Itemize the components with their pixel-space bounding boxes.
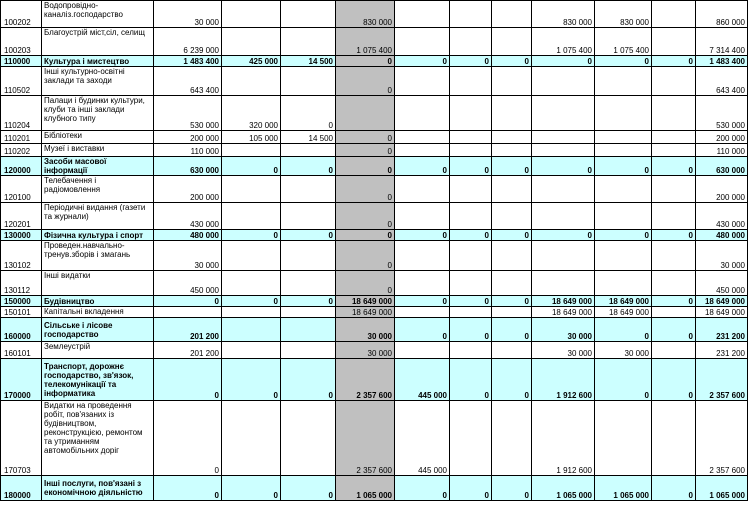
value-cell[interactable]: 201 200 [154,342,222,359]
value-cell[interactable] [652,1,696,28]
table-row [1,359,748,401]
value-cell[interactable]: 530 000 [696,96,748,131]
value-cell[interactable] [281,28,336,56]
value-cell[interactable]: 0 [281,96,336,131]
value-cell[interactable]: 200 000 [154,176,222,203]
value-cell[interactable] [492,203,532,230]
value-cell[interactable] [492,28,532,56]
value-cell[interactable]: 830 000 [532,1,595,28]
name-cell[interactable]: Бібліотеки [42,131,154,144]
value-cell[interactable]: 1 075 400 [532,28,595,56]
value-cell[interactable] [492,401,532,476]
value-cell[interactable]: 18 649 000 [532,307,595,318]
value-cell[interactable] [652,401,696,476]
value-cell[interactable] [395,131,450,144]
value-cell[interactable] [450,67,492,96]
code-cell[interactable]: 130102 [1,241,42,271]
value-cell[interactable] [595,131,652,144]
name-cell[interactable]: Інші послуги, пов'язані з економічною діяльністю [42,476,154,501]
value-cell[interactable]: 643 400 [696,67,748,96]
name-cell[interactable]: Музеї і виставки [42,144,154,157]
code-cell[interactable]: 150000 [1,296,42,307]
value-cell[interactable]: 14 500 [281,131,336,144]
value-cell[interactable] [532,203,595,230]
value-cell[interactable] [281,203,336,230]
table-row [1,131,748,144]
value-cell[interactable]: 0 [336,56,395,67]
value-cell[interactable]: 1 483 400 [696,56,748,67]
value-cell[interactable]: 30 000 [696,241,748,271]
code-cell[interactable]: 110204 [1,96,42,131]
value-cell[interactable] [281,318,336,342]
value-cell[interactable] [281,271,336,296]
value-cell[interactable]: 0 [532,230,595,241]
value-cell[interactable] [395,144,450,157]
value-cell[interactable]: 0 [395,318,450,342]
value-cell[interactable]: 830 000 [336,1,395,28]
table-row [1,67,748,96]
value-cell[interactable] [492,67,532,96]
value-cell[interactable] [492,144,532,157]
value-cell[interactable]: 0 [395,476,450,501]
value-cell[interactable]: 2 357 600 [696,359,748,401]
table-row [1,56,748,67]
name-cell[interactable]: Сільське і лісове господарство [42,318,154,342]
value-cell[interactable] [595,241,652,271]
table-row [1,307,748,318]
code-cell[interactable]: 110201 [1,131,42,144]
value-cell[interactable] [652,67,696,96]
code-cell[interactable]: 160000 [1,318,42,342]
code-cell[interactable]: 160101 [1,342,42,359]
value-cell[interactable]: 0 [336,241,395,271]
table-row [1,144,748,157]
table-row [1,1,748,28]
value-cell[interactable]: 0 [395,157,450,176]
table-row [1,318,748,342]
code-cell[interactable]: 110502 [1,67,42,96]
table-row [1,203,748,230]
value-cell[interactable]: 18 649 000 [595,307,652,318]
value-cell[interactable] [492,307,532,318]
table-row [1,401,748,476]
value-cell[interactable] [450,1,492,28]
value-cell[interactable] [395,271,450,296]
value-cell[interactable] [395,307,450,318]
value-cell[interactable]: 18 649 000 [532,296,595,307]
name-cell[interactable]: Палаци і будинки культури, клуби та інші заклади клубного типу [42,96,154,131]
value-cell[interactable] [395,28,450,56]
value-cell[interactable]: 425 000 [222,56,281,67]
value-cell[interactable] [595,67,652,96]
value-cell[interactable] [450,401,492,476]
value-cell[interactable]: 0 [154,401,222,476]
value-cell[interactable]: 0 [154,359,222,401]
value-cell[interactable]: 110 000 [154,144,222,157]
value-cell[interactable]: 480 000 [154,230,222,241]
value-cell[interactable] [595,144,652,157]
value-cell[interactable]: 200 000 [696,131,748,144]
value-cell[interactable]: 0 [652,318,696,342]
value-cell[interactable] [450,203,492,230]
value-cell[interactable]: 2 357 600 [336,401,395,476]
value-cell[interactable]: 445 000 [395,401,450,476]
value-cell[interactable]: 0 [336,67,395,96]
value-cell[interactable]: 0 [336,271,395,296]
value-cell[interactable] [532,96,595,131]
value-cell[interactable]: 0 [222,157,281,176]
value-cell[interactable]: 200 000 [696,176,748,203]
value-cell[interactable]: 1 075 400 [595,28,652,56]
value-cell[interactable] [652,131,696,144]
name-cell[interactable]: Будівництво [42,296,154,307]
value-cell[interactable]: 18 649 000 [336,296,395,307]
value-cell[interactable] [281,241,336,271]
code-cell[interactable]: 100203 [1,28,42,56]
value-cell[interactable] [450,144,492,157]
value-cell[interactable] [595,176,652,203]
value-cell[interactable]: 0 [595,157,652,176]
value-cell[interactable] [281,307,336,318]
value-cell[interactable] [395,203,450,230]
value-cell[interactable]: 0 [595,359,652,401]
value-cell[interactable] [532,241,595,271]
value-cell[interactable]: 1 483 400 [154,56,222,67]
code-cell[interactable]: 120000 [1,157,42,176]
value-cell[interactable] [450,241,492,271]
value-cell[interactable]: 450 000 [696,271,748,296]
value-cell[interactable]: 0 [222,296,281,307]
table-row [1,271,748,296]
value-cell[interactable] [532,131,595,144]
name-cell[interactable]: Культура і мистецтво [42,56,154,67]
value-cell[interactable] [336,96,395,131]
value-cell[interactable] [281,67,336,96]
value-cell[interactable] [281,401,336,476]
name-cell[interactable]: Землеустрій [42,342,154,359]
name-cell[interactable]: Інші видатки [42,271,154,296]
value-cell[interactable]: 445 000 [395,359,450,401]
value-cell[interactable] [450,271,492,296]
code-cell[interactable]: 130000 [1,230,42,241]
value-cell[interactable]: 430 000 [154,203,222,230]
name-cell[interactable]: Телебачення і радіомовлення [42,176,154,203]
value-cell[interactable] [281,342,336,359]
value-cell[interactable]: 14 500 [281,56,336,67]
value-cell[interactable]: 0 [652,157,696,176]
value-cell[interactable]: 0 [652,56,696,67]
code-cell[interactable]: 100202 [1,1,42,28]
value-cell[interactable] [222,271,281,296]
value-cell[interactable]: 18 649 000 [336,307,395,318]
value-cell[interactable] [492,241,532,271]
value-cell[interactable] [492,131,532,144]
value-cell[interactable] [154,307,222,318]
value-cell[interactable] [492,342,532,359]
value-cell[interactable] [652,307,696,318]
value-cell[interactable]: 0 [652,296,696,307]
value-cell[interactable]: 7 314 400 [696,28,748,56]
value-cell[interactable] [395,342,450,359]
value-cell[interactable]: 0 [281,296,336,307]
code-cell[interactable]: 130112 [1,271,42,296]
value-cell[interactable]: 105 000 [222,131,281,144]
name-cell[interactable]: Водопровідно-каналіз.господарство [42,1,154,28]
value-cell[interactable]: 30 000 [154,1,222,28]
table-row [1,476,748,501]
value-cell[interactable] [222,176,281,203]
value-cell[interactable] [450,342,492,359]
value-cell[interactable] [222,241,281,271]
value-cell[interactable] [222,28,281,56]
value-cell[interactable]: 0 [395,56,450,67]
table-row [1,230,748,241]
value-cell[interactable] [532,67,595,96]
value-cell[interactable] [595,401,652,476]
value-cell[interactable]: 200 000 [154,131,222,144]
value-cell[interactable]: 1 065 000 [532,476,595,501]
value-cell[interactable]: 530 000 [154,96,222,131]
value-cell[interactable] [595,96,652,131]
value-cell[interactable]: 430 000 [696,203,748,230]
value-cell[interactable]: 0 [492,56,532,67]
value-cell[interactable] [652,96,696,131]
value-cell[interactable] [492,96,532,131]
value-cell[interactable] [281,176,336,203]
name-cell[interactable]: Засоби масової інформації [42,157,154,176]
name-cell[interactable]: Благоустрій міст,сіл, селищ [42,28,154,56]
value-cell[interactable]: 860 000 [696,1,748,28]
value-cell[interactable] [492,176,532,203]
value-cell[interactable]: 1 065 000 [336,476,395,501]
value-cell[interactable] [395,241,450,271]
value-cell[interactable]: 0 [281,157,336,176]
value-cell[interactable]: 830 000 [595,1,652,28]
value-cell[interactable]: 0 [532,56,595,67]
value-cell[interactable]: 0 [492,359,532,401]
value-cell[interactable]: 0 [595,56,652,67]
value-cell[interactable] [222,318,281,342]
value-cell[interactable]: 0 [492,157,532,176]
name-cell[interactable]: Капітальні вкладення [42,307,154,318]
value-cell[interactable]: 0 [222,230,281,241]
value-cell[interactable]: 0 [492,318,532,342]
name-cell[interactable]: Періодичні видання (газети та журнали) [42,203,154,230]
value-cell[interactable]: 30 000 [532,318,595,342]
value-cell[interactable] [222,203,281,230]
code-cell[interactable]: 180000 [1,476,42,501]
value-cell[interactable] [492,271,532,296]
value-cell[interactable]: 0 [450,359,492,401]
value-cell[interactable] [395,1,450,28]
table-row [1,96,748,131]
table-row [1,28,748,56]
value-cell[interactable]: 0 [395,230,450,241]
value-cell[interactable]: 0 [154,476,222,501]
value-cell[interactable]: 0 [450,318,492,342]
value-cell[interactable] [395,96,450,131]
value-cell[interactable] [532,271,595,296]
code-cell[interactable]: 120100 [1,176,42,203]
value-cell[interactable]: 0 [222,476,281,501]
value-cell[interactable]: 0 [281,230,336,241]
table-row [1,296,748,307]
value-cell[interactable] [450,96,492,131]
value-cell[interactable]: 0 [450,476,492,501]
value-cell[interactable] [652,271,696,296]
value-cell[interactable]: 0 [336,176,395,203]
value-cell[interactable] [652,176,696,203]
value-cell[interactable]: 0 [336,144,395,157]
value-cell[interactable]: 450 000 [154,271,222,296]
value-cell[interactable]: 0 [652,230,696,241]
value-cell[interactable]: 1 065 000 [696,476,748,501]
code-cell[interactable]: 170000 [1,359,42,401]
value-cell[interactable]: 231 200 [696,318,748,342]
value-cell[interactable]: 0 [336,230,395,241]
value-cell[interactable]: 630 000 [696,157,748,176]
value-cell[interactable]: 2 357 600 [336,359,395,401]
value-cell[interactable]: 0 [450,157,492,176]
value-cell[interactable] [652,241,696,271]
value-cell[interactable]: 480 000 [696,230,748,241]
code-cell[interactable]: 110202 [1,144,42,157]
table-row [1,176,748,203]
value-cell[interactable]: 0 [532,157,595,176]
value-cell[interactable] [652,203,696,230]
value-cell[interactable] [222,307,281,318]
value-cell[interactable]: 18 649 000 [696,307,748,318]
value-cell[interactable] [652,28,696,56]
value-cell[interactable]: 643 400 [154,67,222,96]
value-cell[interactable]: 6 239 000 [154,28,222,56]
value-cell[interactable]: 30 000 [595,342,652,359]
value-cell[interactable] [395,67,450,96]
value-cell[interactable] [222,67,281,96]
value-cell[interactable]: 1 075 400 [336,28,395,56]
value-cell[interactable]: 0 [450,230,492,241]
value-cell[interactable]: 2 357 600 [696,401,748,476]
code-cell[interactable]: 120201 [1,203,42,230]
code-cell[interactable]: 150101 [1,307,42,318]
value-cell[interactable] [450,131,492,144]
name-cell[interactable]: Проведен.навчально-тренув.зборів і змагань [42,241,154,271]
value-cell[interactable] [281,1,336,28]
value-cell[interactable] [652,342,696,359]
value-cell[interactable]: 0 [595,318,652,342]
value-cell[interactable]: 30 000 [154,241,222,271]
name-cell[interactable]: Транспорт, дорожнє господарство, зв'язок, телекомунікації та інформатика [42,359,154,401]
value-cell[interactable]: 0 [450,296,492,307]
value-cell[interactable]: 1 912 600 [532,359,595,401]
value-cell[interactable]: 0 [492,476,532,501]
value-cell[interactable]: 0 [281,476,336,501]
value-cell[interactable] [532,144,595,157]
value-cell[interactable]: 0 [492,230,532,241]
value-cell[interactable] [222,342,281,359]
value-cell[interactable]: 30 000 [336,318,395,342]
table-row [1,241,748,271]
table-row [1,342,748,359]
value-cell[interactable]: 0 [222,359,281,401]
value-cell[interactable]: 18 649 000 [696,296,748,307]
value-cell[interactable] [492,1,532,28]
value-cell[interactable]: 0 [652,476,696,501]
value-cell[interactable]: 1 912 600 [532,401,595,476]
value-cell[interactable]: 201 200 [154,318,222,342]
value-cell[interactable] [222,1,281,28]
value-cell[interactable] [222,401,281,476]
value-cell[interactable] [450,307,492,318]
value-cell[interactable]: 320 000 [222,96,281,131]
value-cell[interactable] [450,176,492,203]
code-cell[interactable]: 170703 [1,401,42,476]
value-cell[interactable]: 0 [395,296,450,307]
value-cell[interactable]: 0 [154,296,222,307]
value-cell[interactable]: 0 [595,230,652,241]
value-cell[interactable]: 0 [336,203,395,230]
value-cell[interactable]: 110 000 [696,144,748,157]
value-cell[interactable] [222,144,281,157]
value-cell[interactable] [281,144,336,157]
code-cell[interactable]: 110000 [1,56,42,67]
value-cell[interactable] [395,176,450,203]
value-cell[interactable] [532,176,595,203]
value-cell[interactable]: 30 000 [532,342,595,359]
name-cell[interactable]: Фізична культура і спорт [42,230,154,241]
value-cell[interactable]: 1 065 000 [595,476,652,501]
value-cell[interactable]: 18 649 000 [595,296,652,307]
value-cell[interactable]: 0 [652,359,696,401]
name-cell[interactable]: Інші культурно-освітні заклади та заходи [42,67,154,96]
table-row [1,157,748,176]
value-cell[interactable]: 0 [450,56,492,67]
value-cell[interactable]: 231 200 [696,342,748,359]
value-cell[interactable]: 0 [281,359,336,401]
value-cell[interactable]: 30 000 [336,342,395,359]
name-cell[interactable]: Видатки на проведення робіт, пов'язаних із будівництвом, реконструкцією, ремонтом та утриманням автомобільних доріг [42,401,154,476]
table-body [1,1,748,501]
value-cell[interactable]: 0 [336,131,395,144]
value-cell[interactable]: 0 [492,296,532,307]
value-cell[interactable] [595,203,652,230]
value-cell[interactable]: 630 000 [154,157,222,176]
value-cell[interactable] [595,271,652,296]
value-cell[interactable]: 0 [336,157,395,176]
value-cell[interactable] [652,144,696,157]
value-cell[interactable] [450,28,492,56]
